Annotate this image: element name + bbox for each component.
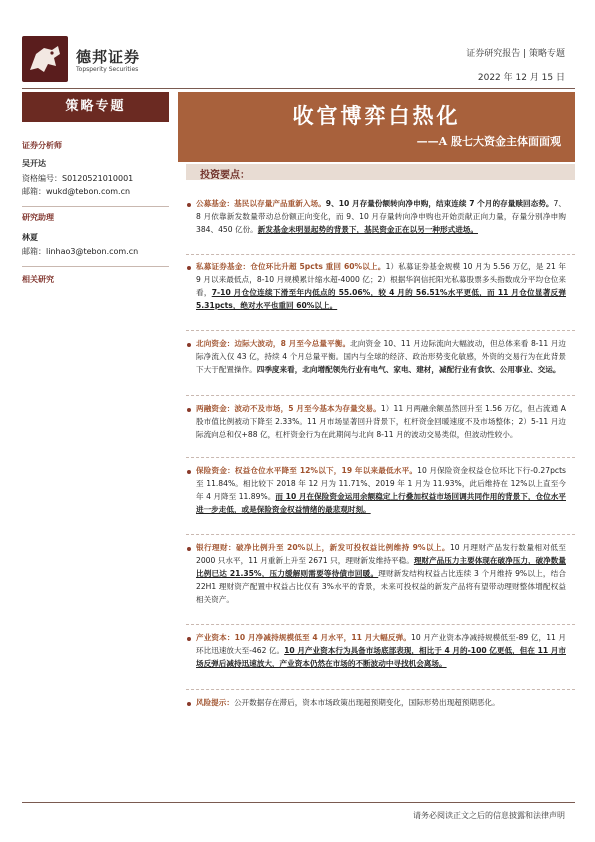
para-heading: 银行理财：破净比例升至 20%以上，新发可投权益比例维持 9%以上。 (196, 543, 450, 552)
bullet-icon (187, 702, 191, 706)
paragraph-divider (186, 624, 575, 625)
para-heading: 私募证券基金：仓位环比升超 5pcts 重回 60%以上。 (196, 262, 386, 271)
bullet-icon (187, 408, 191, 412)
para-text: 10 月理财产品发行数量相对低至 2000 只水平，11 月重新上升至 2671 只，理财新发维持平稳。 (196, 543, 566, 565)
report-type: 证券研究报告 | 策略专题 (466, 49, 565, 59)
para-heading: 公募基金：基民以存量产品重新入场。 (196, 199, 326, 208)
para-emphasis: 理财产品压力主要体现在破净压力，破净数量比例已达 21.35%，压力缓解则需要等待债市回暖。 (196, 556, 566, 578)
para-text: 公开数据存在滞后，资本市场政策出现超预期变化，国际形势出现超预期恶化。 (233, 698, 500, 707)
bullet-icon (187, 266, 191, 270)
paragraph-bank-wealth (196, 541, 566, 606)
para-text: 1）私募证券基金规模 10 月为 5.56 万亿，是 21 年 9 月以来最低点，8-10 月规模累计缩水超-4000 亿；2）根据华润信托阳光私募股票多头指数成分平均仓位来看， (196, 262, 566, 297)
paragraph-northbound (196, 337, 566, 376)
paragraph-divider (186, 534, 575, 535)
para-text: 理财新发结构权益占比连续 3 个月维持 9%以上，结合 22H1 理财资产配置中权益占比仅有 3%水平的背景，未来可投权益的新发产品将有望带动理财整体增配权益相关资产。 (196, 569, 566, 604)
footer-divider (22, 802, 575, 803)
para-heading: 两融资金：波动不及市场，5 月至今基本为存量交易。 (196, 404, 381, 413)
header-divider (22, 88, 575, 89)
para-bold: 四季度来看，北向增配领先行业有电气、家电、建材，减配行业有食饮、公用事业、交运。 (256, 365, 561, 374)
para-text: 北向资金 10、11 月边际流向大幅波动，但总体来看 8-11 月边际净流入仅 43 亿，持续 4 个月总量平衡。国内与全球的经济、政治形势变化敏感，外资的交易行为在此背景下大于配置操作。 (196, 339, 566, 374)
para-emphasis: 10 月产业资本行为具备市场底部表现，相比于 4 月的-100 亿更低，但在 11 月市场反弹后减持迅速放大，产业资本仍然在市场的不断波动中寻找机会离场。 (196, 646, 566, 668)
para-emphasis: 而 10 月在保险资金运用余额稳定上行叠加权益市场回调共同作用的背景下，仓位水平进一步走低，或是保险资金权益情绪的最悲观时刻。 (196, 492, 566, 514)
paragraph-insurance (196, 464, 566, 516)
paragraph-divider (186, 689, 575, 690)
bullet-icon (187, 470, 191, 474)
key-points-label: 投资要点： (200, 170, 250, 181)
bullet-icon (187, 547, 191, 551)
para-heading: 风险提示： (196, 698, 234, 707)
footer-disclaimer: 请务必阅读正文之后的信息披露和法律声明 (413, 811, 565, 820)
analyst-name: 吴开达 (22, 159, 46, 168)
para-heading: 产业资本：10 月净减持规模低至 4 月水平，11 月大幅反弹。 (196, 633, 412, 642)
paragraph-public-fund (196, 197, 566, 236)
analyst-heading: 证券分析师 (22, 141, 62, 150)
page-subtitle: ——A 股七大资金主体面面观 (416, 135, 561, 148)
paragraph-divider (186, 457, 575, 458)
paragraph-divider (186, 395, 575, 396)
related-heading: 相关研究 (22, 275, 54, 284)
assistant-heading: 研究助理 (22, 213, 54, 222)
paragraph-risk (196, 696, 566, 709)
logo-subtext: Topsperity Securities (76, 66, 139, 73)
para-text: 10 月保险资金权益仓位环比下行-0.27pcts 至 11.84%。相比较下 2018 年 12 月为 11.71%、2019 年 1 月为 11.93%，此后维持在 12%以上直至今年 4 月降至 11.89%。 (196, 466, 567, 501)
para-emphasis: 7-10 月仓位连续下滑至年内低点的 55.06%，较 4 月的 56.51%水平更低，而 11 月仓位显著反弹 5.31pcts，绝对水平也重回 60%以上。 (196, 288, 567, 310)
para-heading: 北向资金：边际大波动，8 月至今总量平衡。 (196, 339, 351, 348)
report-date: 2022 年 12 月 15 日 (477, 73, 565, 83)
para-emphasis: 新发基金未明显起势的背景下，基民资金正在以另一种形式进场。 (257, 225, 478, 234)
sidebar-banner: 策略专题 (22, 92, 169, 122)
paragraph-private-fund (196, 260, 566, 312)
sidebar-divider (22, 206, 169, 207)
bullet-icon (187, 637, 191, 641)
paragraph-divider (186, 254, 575, 255)
analyst-email[interactable]: 邮箱：wukd@tebon.com.cn (22, 187, 131, 196)
bullet-icon (187, 203, 191, 207)
para-text: 10 月产业资本净减持规模低至-89 亿，11 月环比迅速放大至-462 亿。 (196, 633, 567, 655)
para-text: 1）11 月两融余额虽然回升至 1.56 万亿，但占流通 A 股市值比例被动下降至 2.33%。11 月市场显著回升背景下，杠杆资金回暖速度不及市场整体；2）5-11 月边际流向总和仅+88 亿，杠杆资金行为在此期间与北向 8-11 月的波动交易类似，但波动性较小。 (196, 404, 566, 439)
analyst-cert: 资格编号：S0120521010001 (22, 174, 134, 183)
bullet-icon (187, 343, 191, 347)
paragraph-industrial-capital (196, 631, 566, 670)
para-bold: 9、10 月存量份额转向净申购，结束连续 7 个月的存量赎回态势。 (325, 199, 554, 208)
assistant-name: 林夏 (22, 233, 38, 242)
para-text: 7、8 月依靠新发数量带动总份额正向变化，而 9、10 月存量转向净申购也开始贡献正向力量，存量分别净申购 384、450 亿份。 (196, 199, 566, 234)
paragraph-divider (186, 330, 575, 331)
paragraph-margin (196, 402, 566, 441)
logo-mark-icon (22, 36, 68, 82)
assistant-email[interactable]: 邮箱：linhao3@tebon.com.cn (22, 247, 139, 256)
page-title: 收官博弈白热化 (292, 103, 461, 128)
logo-text: 德邦证券 (76, 48, 141, 66)
sidebar-divider (22, 266, 169, 267)
para-heading: 保险资金：权益仓位水平降至 12%以下，19 年以来最低水平。 (196, 466, 418, 475)
